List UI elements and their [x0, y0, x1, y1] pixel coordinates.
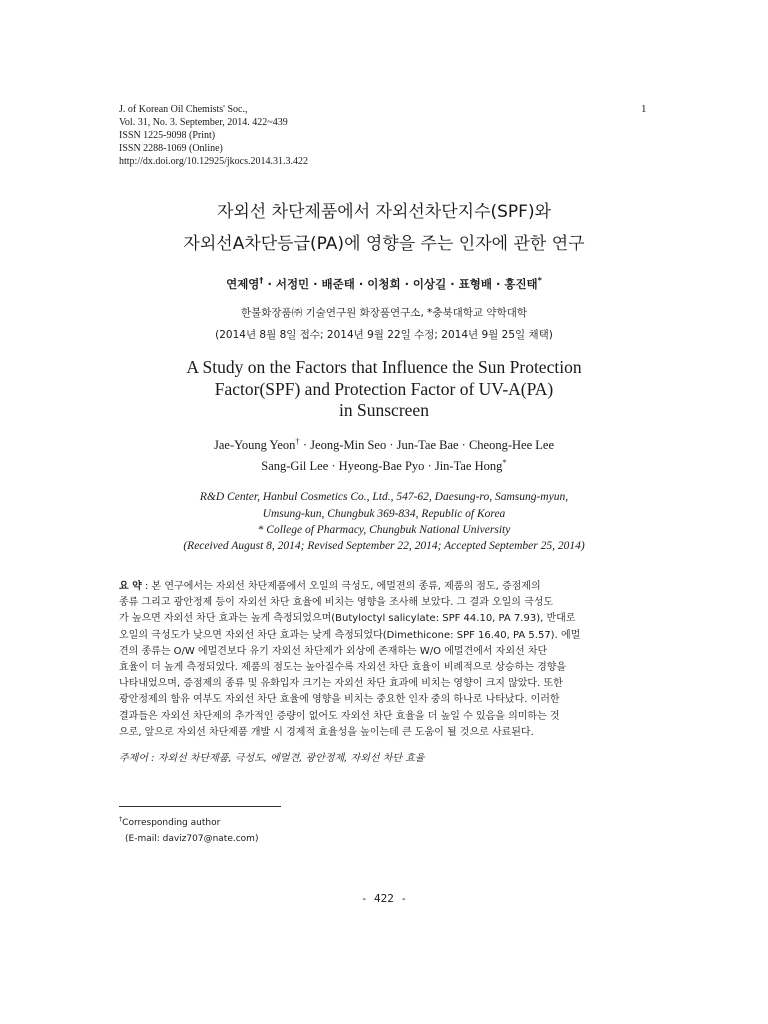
abstract-text: : 본 연구에서는 자외선 차단제품에서 오일의 극성도, 에멀젼의 종류, 제품의 점도, 증점제의: [141, 581, 541, 592]
english-authors-line-1: [0, 436, 768, 453]
abstract-line: 으로, 앞으로 자외선 차단제품 개발 시 경제적 효율성을 높이는데 큰 도움이 될 것으로 사료된다.: [119, 726, 534, 738]
english-dates: (Received August 8, 2014; Revised September 22, 2014; Accepted September 25, 2014): [183, 540, 585, 552]
korean-title-line-1: 자외선 차단제품에서 자외선차단지수(SPF)와: [216, 202, 552, 222]
footnote-divider: [119, 806, 281, 807]
doi-link[interactable]: http://dx.doi.org/10.12925/jkocs.2014.31.3.422: [119, 156, 308, 167]
abstract-line: 효율이 더 높게 측정되었다. 제품의 점도는 높아질수록 자외선 차단 효율이 비례적으로 상승하는 경향을: [119, 662, 567, 674]
korean-title-line-2: 자외선A차단등급(PA)에 영향을 주는 인자에 관한 연구: [183, 234, 585, 254]
english-authors-line-2: [0, 457, 768, 474]
english-title-line-3: in Sunscreen: [339, 400, 429, 420]
journal-metadata: [119, 103, 308, 168]
korean-first-author: 연제영: [226, 277, 260, 291]
affiliation-mark: *: [537, 276, 542, 286]
english-affiliation-line-2: Umsung-kun, Chungbuk 369-834, Republic of Korea: [262, 508, 506, 520]
abstract-line: 광안정제의 함유 여부도 자외선 차단 효율에 영향을 비치는 중요한 인자 중의 하나로 나타났다. 이러한: [119, 694, 560, 706]
english-affiliation-line-3: * College of Pharmacy, Chungbuk National University: [257, 524, 511, 536]
abstract-line: 가 높으면 자외선 차단 효과는 높게 측정되었으며(Butyloctyl salicylate: SPF 44.10, PA 7.93), 반대로: [119, 613, 576, 625]
journal-name: J. of Korean Oil Chemists' Soc.,: [119, 104, 248, 115]
footnote: [119, 812, 258, 847]
abstract-line: 종류 그리고 광안정제 등이 자외선 차단 효율에 비치는 영향을 조사해 보았다. 그 결과 오일의 극성도: [119, 597, 554, 609]
footnote-email: (E-mail: daviz707@nate.com): [125, 834, 259, 844]
footnote-mark: †: [119, 816, 123, 823]
footnote-corresponding: [119, 812, 258, 831]
english-coauthors: · Jeong-Min Seo · Jun-Tae Bae · Cheong-Hee Lee: [299, 438, 554, 453]
abstract-line: 견의 종류는 O/W 에멀견보다 유기 자외선 차단제가 외상에 존재하는 W/O 에멀견에서 자외선 차단: [119, 645, 548, 657]
english-title-line-1: A Study on the Factors that Influence the Sun Protection: [186, 357, 582, 377]
korean-authors: [0, 276, 768, 292]
english-affiliation-line-1: R&D Center, Hanbul Cosmetics Co., Ltd., 547-62, Daesung-ro, Samsung-myun,: [199, 491, 569, 503]
abstract-label: 요 약: [119, 581, 142, 592]
corresponding-mark-en: †: [295, 436, 300, 446]
abstract-line: [119, 579, 649, 595]
english-title-line-2: Factor(SPF) and Protection Factor of UV-A(PA): [214, 379, 554, 399]
english-first-author: Jae-Young Yeon: [213, 438, 296, 453]
korean-coauthors: · 서정민 · 배준태 · 이청희 · 이상길 · 표형배 · 홍진태: [263, 277, 538, 291]
journal-volume: Vol. 31, No. 3. September, 2014. 422~439: [119, 117, 288, 128]
issn-print: ISSN 1225-9098 (Print): [119, 130, 216, 141]
korean-affiliation: 한불화장품㈜ 기술연구원 화장품연구소, *충북대학교 약학대학: [240, 307, 527, 319]
page-number: - 422 -: [360, 892, 408, 905]
english-coauthors-2: Sang-Gil Lee · Hyeong-Bae Pyo · Jin-Tae Hong: [261, 459, 503, 474]
keywords: 주제어 : 자외선 차단제품, 극성도, 에멀견, 광안정제, 자외선 차단 효율: [119, 753, 425, 764]
abstract-line: 결과들은 자외선 차단제의 추가적인 증량이 없어도 자외선 차단 효율을 더 높일 수 있음을 의미하는 것: [119, 710, 560, 722]
top-page-marker: 1: [641, 103, 647, 115]
footnote-label: Corresponding author: [122, 818, 221, 828]
affiliation-mark-en: *: [502, 457, 507, 467]
abstract: [119, 579, 649, 741]
corresponding-mark: †: [259, 276, 264, 286]
abstract-line: 오일의 극성도가 낮으면 자외선 차단 효과는 낮게 측정되었다(Dimethicone: SPF 16.40, PA 5.57). 에멀: [119, 629, 581, 641]
abstract-line: 나타내었으며, 증점제의 종류 및 유화입자 크기는 자외선 차단 효과에 비치는 영향이 크지 않았다. 또한: [119, 678, 563, 690]
korean-dates: (2014년 8월 8일 접수; 2014년 9월 22일 수정; 2014년 9월 25일 채택): [215, 329, 553, 341]
issn-online: ISSN 2288-1069 (Online): [119, 143, 223, 154]
